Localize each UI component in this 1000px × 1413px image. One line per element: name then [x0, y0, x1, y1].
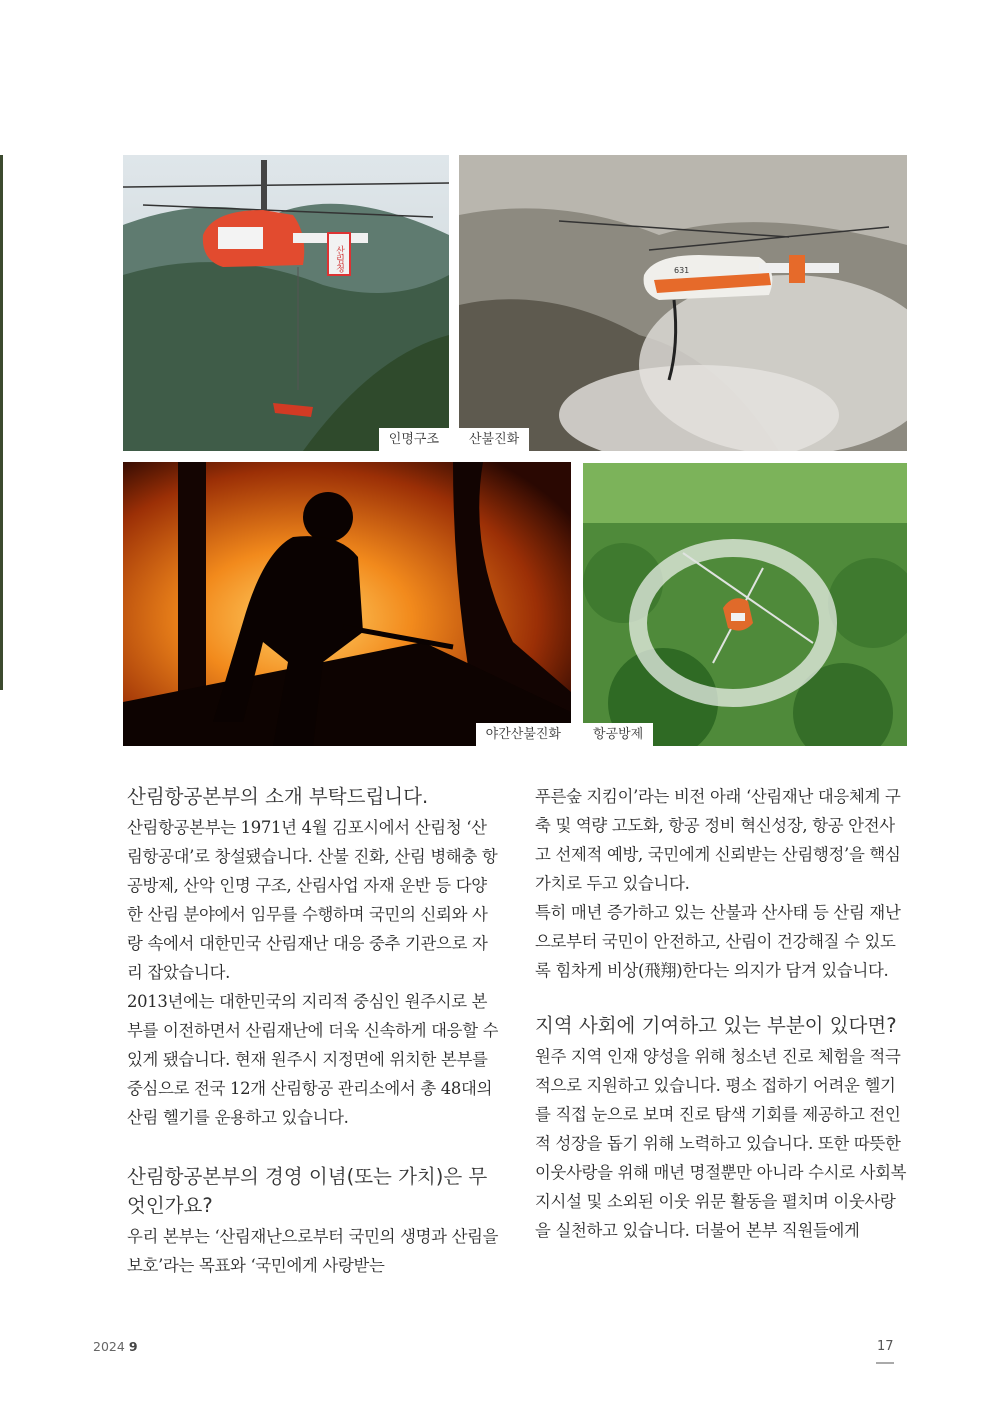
answer-values-paragraph-2: 특히 매년 증가하고 있는 산불과 산사태 등 산림 재난으로부터 국민이 안전하고, 산림이 건강해질 수 있도록 힘차게 비상(飛翔)한다는 의지가 담겨 있습니다.	[535, 903, 901, 980]
issue-month: 9	[128, 1339, 138, 1354]
answer-values-paragraph-1-continued: 푸른숲 지킴이’라는 비전 아래 ‘산림재난 대응체계 구축 및 역량 고도화, 항공 정비 혁신성장, 항공 안전사고 선제적 예방, 국민에게 신뢰받는 산림행정’을 핵심 가치로 두고 있습니다.	[535, 787, 901, 893]
answer-community-paragraph-1: 원주 지역 인재 양성을 위해 청소년 진로 체험을 적극적으로 지원하고 있습니다. 평소 접하기 어려운 헬기를 직접 눈으로 보며 진로 탐색 기회를 제공하고 전인적 성장을 돕기 위해 노력하고 있습니다. 또한 따뜻한 이웃사랑을 위해 매년 명절뿐만 아니라 수시로 사회복지시설 및 소외된 이웃 위문 활동을 펼치며 이웃사랑을 실천하고 있습니다. 더불어 본부 직원들에게	[535, 1047, 907, 1240]
heli-number-text: 631	[674, 266, 690, 275]
page-number: 17	[877, 1339, 894, 1354]
answer-intro-paragraph-1: 산림항공본부는 1971년 4월 김포시에서 산림청 ‘산림항공대’로 창설됐습니다. 산불 진화, 산림 병해충 항공방제, 산악 인명 구조, 산림사업 자재 운반 등 다양한 산림 분야에서 임무를 수행하며 국민의 신뢰와 사랑 속에서 대한민국 산림재난 대응 중추 기관으로 자리 잡았습니다.	[127, 818, 498, 982]
heli-mark-text: 산림청	[334, 245, 344, 273]
question-intro: 산림항공본부의 소개 부탁드립니다.	[127, 785, 429, 808]
left-edge-photo-strip	[0, 155, 3, 690]
night-fire-caption: 야간산불진화	[476, 723, 571, 746]
question-community: 지역 사회에 기여하고 있는 부분이 있다면?	[535, 1014, 897, 1037]
question-values: 산림항공본부의 경영 이념(또는 가치)은 무엇인가요?	[127, 1165, 488, 1217]
answer-intro-paragraph-2: 2013년에는 대한민국의 지리적 중심인 원주시로 본부를 이전하면서 산림재난에 더욱 신속하게 대응할 수 있게 됐습니다. 현재 원주시 지정면에 위치한 본부를 중심으로 전국 12개 산림항공 관리소에서 총 48대의 산림 헬기를 운용하고 있습니다.	[127, 992, 499, 1127]
aerial-spraying-caption: 항공방제	[583, 723, 653, 746]
answer-values-paragraph-1: 우리 본부는 ‘산림재난으로부터 국민의 생명과 산림을 보호’라는 목표와 ‘국민에게 사랑받는	[127, 1227, 499, 1275]
night-fire-photo	[123, 462, 571, 746]
issue-year: 2024	[93, 1339, 125, 1354]
rescue-caption: 인명구조	[379, 428, 449, 451]
fire-suppression-caption: 산불진화	[459, 428, 529, 451]
aerial-spraying-photo	[583, 463, 907, 746]
left-text-column	[127, 782, 499, 1280]
rescue-photo	[123, 155, 449, 451]
fire-suppression-photo	[459, 155, 907, 451]
issue-date	[93, 1339, 138, 1354]
page-number-underline	[876, 1362, 894, 1364]
right-text-column	[535, 782, 907, 1245]
